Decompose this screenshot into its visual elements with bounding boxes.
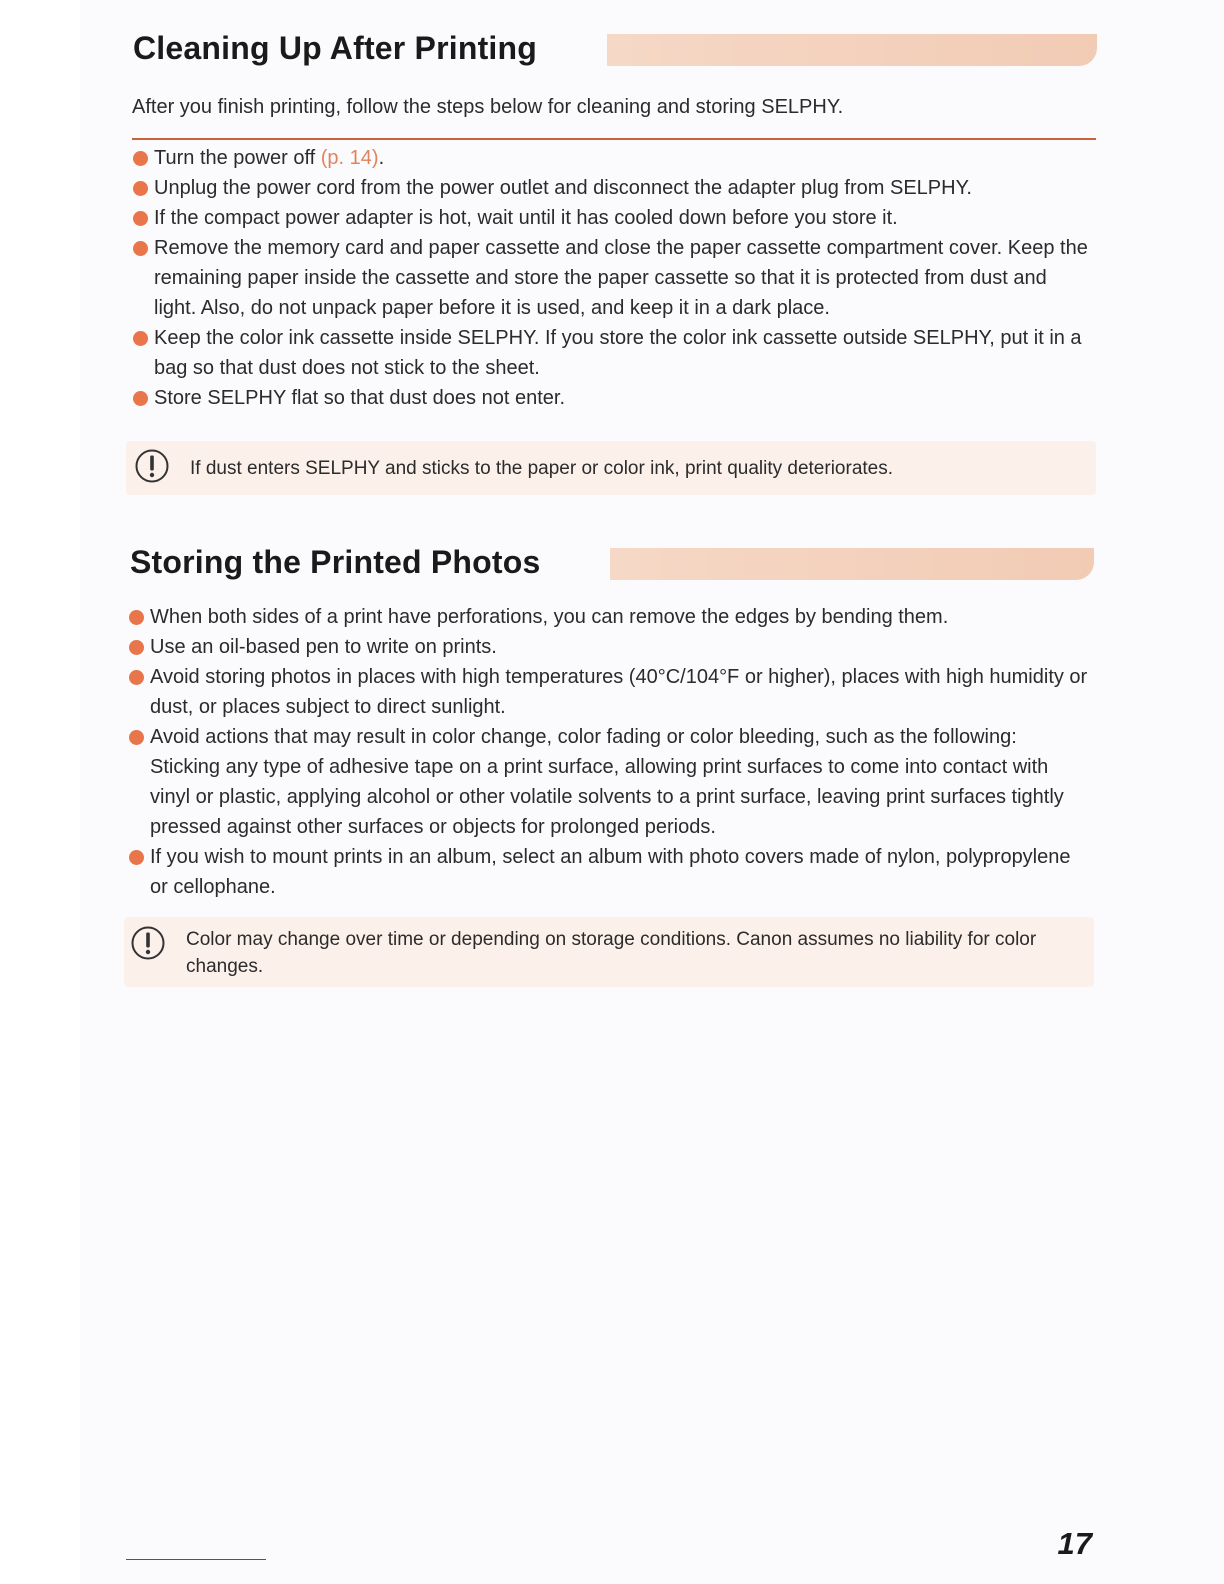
list-item: Avoid storing photos in places with high temperatures (40°C/104°F or higher), places with high humidity or dust, or places subject to direct sunlight. <box>128 662 1088 722</box>
storing-tips-list <box>128 602 1088 902</box>
bullet-dot-icon <box>133 391 148 406</box>
bullet-dot-icon <box>133 151 148 166</box>
exclamation-circle-icon <box>130 925 166 961</box>
list-item: Use an oil-based pen to write on prints. <box>128 632 1088 662</box>
list-item: Unplug the power cord from the power outlet and disconnect the adapter plug from SELPHY. <box>132 173 1092 203</box>
list-item: Keep the color ink cassette inside SELPHY. If you store the color ink cassette outside SELPHY, put it in a bag so that dust does not stick to the sheet. <box>132 323 1092 383</box>
caution-text: Color may change over time or depending on storage conditions. Canon assumes no liability for color changes. <box>186 929 1037 977</box>
list-item: Store SELPHY flat so that dust does not enter. <box>132 383 1092 413</box>
caution-notice <box>126 441 1096 495</box>
bullet-dot-icon <box>129 640 144 655</box>
section-title-cleaning: Cleaning Up After Printing <box>133 30 538 66</box>
bullet-dot-icon <box>129 610 144 625</box>
page-number: 17 <box>1057 1526 1092 1561</box>
section-title-storing: Storing the Printed Photos <box>130 544 541 580</box>
footer-link-line <box>126 1559 266 1560</box>
list-item: If you wish to mount prints in an album, select an album with photo covers made of nylon, polypropylene or cellophane. <box>128 842 1088 902</box>
list-item: Turn the power off (p. 14). <box>132 143 1092 173</box>
bullet-dot-icon <box>129 850 144 865</box>
page-gutter <box>0 0 82 1584</box>
bullet-dot-icon <box>133 241 148 256</box>
exclamation-circle-icon <box>134 448 170 484</box>
title-accent-bar <box>610 548 1094 580</box>
caution-text: If dust enters SELPHY and sticks to the paper or color ink, print quality deteriorates. <box>190 458 894 479</box>
divider-rule <box>132 138 1096 140</box>
caution-notice <box>124 917 1094 987</box>
list-item: Avoid actions that may result in color change, color fading or color bleeding, such as the following: Sticking any type of adhesive tape on a print surface, allowing print surfaces to come into contact with vinyl or plastic, applying alcohol or other volatile solvents to a print surface, leaving print surfaces tightly pressed against other surfaces or objects for prolonged periods. <box>128 722 1088 842</box>
bullet-dot-icon <box>133 181 148 196</box>
page-reference-link[interactable]: (p. 14) <box>320 147 379 169</box>
section-intro: After you finish printing, follow the steps below for cleaning and storing SELPHY. <box>132 96 844 118</box>
bullet-dot-icon <box>129 730 144 745</box>
list-item: Remove the memory card and paper cassette and close the paper cassette compartment cover. Keep the remaining paper inside the cassette and store the paper cassette so that it is protected from dust and light. Also, do not unpack paper before it is used, and keep it in a dark place. <box>132 233 1092 323</box>
list-item: When both sides of a print have perforations, you can remove the edges by bending them. <box>128 602 1088 632</box>
bullet-dot-icon <box>129 670 144 685</box>
bullet-dot-icon <box>133 211 148 226</box>
title-accent-bar <box>607 34 1097 66</box>
bullet-dot-icon <box>133 331 148 346</box>
list-item: If the compact power adapter is hot, wait until it has cooled down before you store it. <box>132 203 1092 233</box>
cleaning-steps-list <box>132 143 1092 413</box>
